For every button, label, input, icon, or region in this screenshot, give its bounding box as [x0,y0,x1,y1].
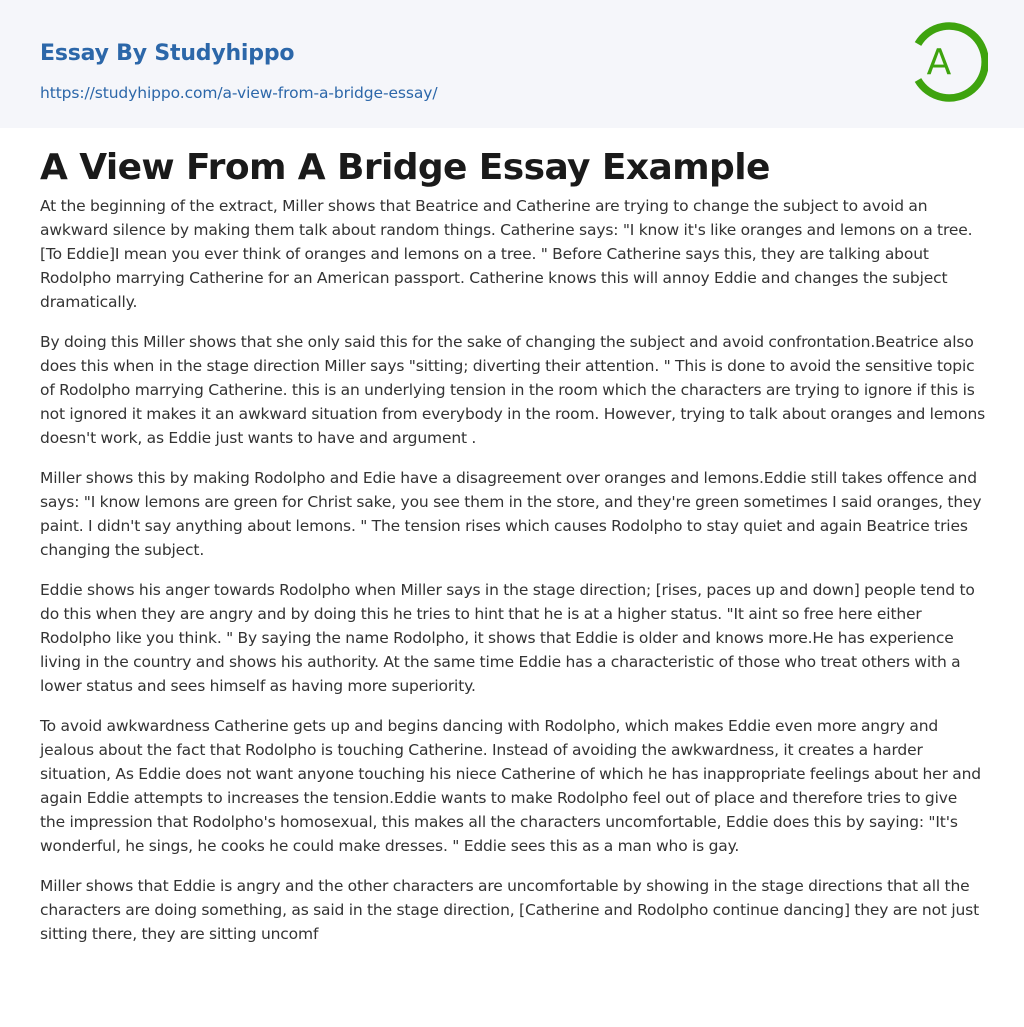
essay-paragraph: At the beginning of the extract, Miller shows that Beatrice and Catherine are trying to change the subject to avoid an awkward silence by making them talk about random things. Catherine says: "I know it's like oranges and lemons on a tree. [To Eddie]I mean you ever think of oranges and lemons on a tree. " Before Catherine says this, they are talking about Rodolpho marrying Catherine for an American passport. Catherine knows this will annoy Eddie and changes the subject dramatically. [40,197,973,311]
essay-body [40,194,986,962]
essay-paragraph: Miller shows that Eddie is angry and the other characters are uncomfortable by showing in the stage directions that all the characters are doing something, as said in the stage direction, [Catherine and Rodolpho continue dancing] they are not just sitting there, they are sitting uncomf [40,877,979,943]
essay-paragraph: Miller shows this by making Rodolpho and Edie have a disagreement over oranges and lemons.Eddie still takes offence and says: "I know lemons are green for Christ sake, you see them in the store, and they're green sometimes I said oranges, they paint. I didn't say anything about lemons. " The tension rises which causes Rodolpho to stay quiet and again Beatrice tries changing the subject. [40,469,982,559]
site-title[interactable]: Essay By Studyhippo [40,41,295,66]
source-url-link[interactable]: https://studyhippo.com/a-view-from-a-bridge-essay/ [40,84,438,102]
essay-paragraph: To avoid awkwardness Catherine gets up and begins dancing with Rodolpho, which makes Eddie even more angry and jealous about the fact that Rodolpho is touching Catherine. Instead of avoiding the awkwardness, it creates a harder situation, As Eddie does not want anyone touching his niece Catherine of which he has inappropriate feelings about her and again Eddie attempts to increases the tension.Eddie wants to make Rodolpho feel out of place and therefore tries to give the impression that Rodolpho's homosexual, this makes all the characters uncomfortable, Eddie does this by saying: "It's wonderful, he sings, he cooks he could make dresses. " Eddie sees this as a man who is gay. [40,717,981,855]
studyhippo-logo-icon[interactable] [910,18,988,106]
page-title: A View From A Bridge Essay Example [40,147,770,188]
essay-paragraph: Eddie shows his anger towards Rodolpho when Miller says in the stage direction; [rises, paces up and down] people tend to do this when they are angry and by doing this he tries to hint that he is at a higher status. "It aint so free here either Rodolpho like you think. " By saying the name Rodolpho, it shows that Eddie is older and knows more.He has experience living in the country and shows his authority. At the same time Eddie has a characteristic of those who treat others with a lower status and sees himself as having more superiority. [40,581,975,695]
logo-letter: A [926,42,952,83]
essay-paragraph: By doing this Miller shows that she only said this for the sake of changing the subject and avoid confrontation.Beatrice also does this when in the stage direction Miller says "sitting; diverting their attention. " This is done to avoid the sensitive topic of Rodolpho marrying Catherine. this is an underlying tension in the room which the characters are trying to ignore if this is not ignored it makes it an awkward situation from everybody in the room. However, trying to talk about oranges and lemons doesn't work, as Eddie just wants to have and argument . [40,333,986,447]
